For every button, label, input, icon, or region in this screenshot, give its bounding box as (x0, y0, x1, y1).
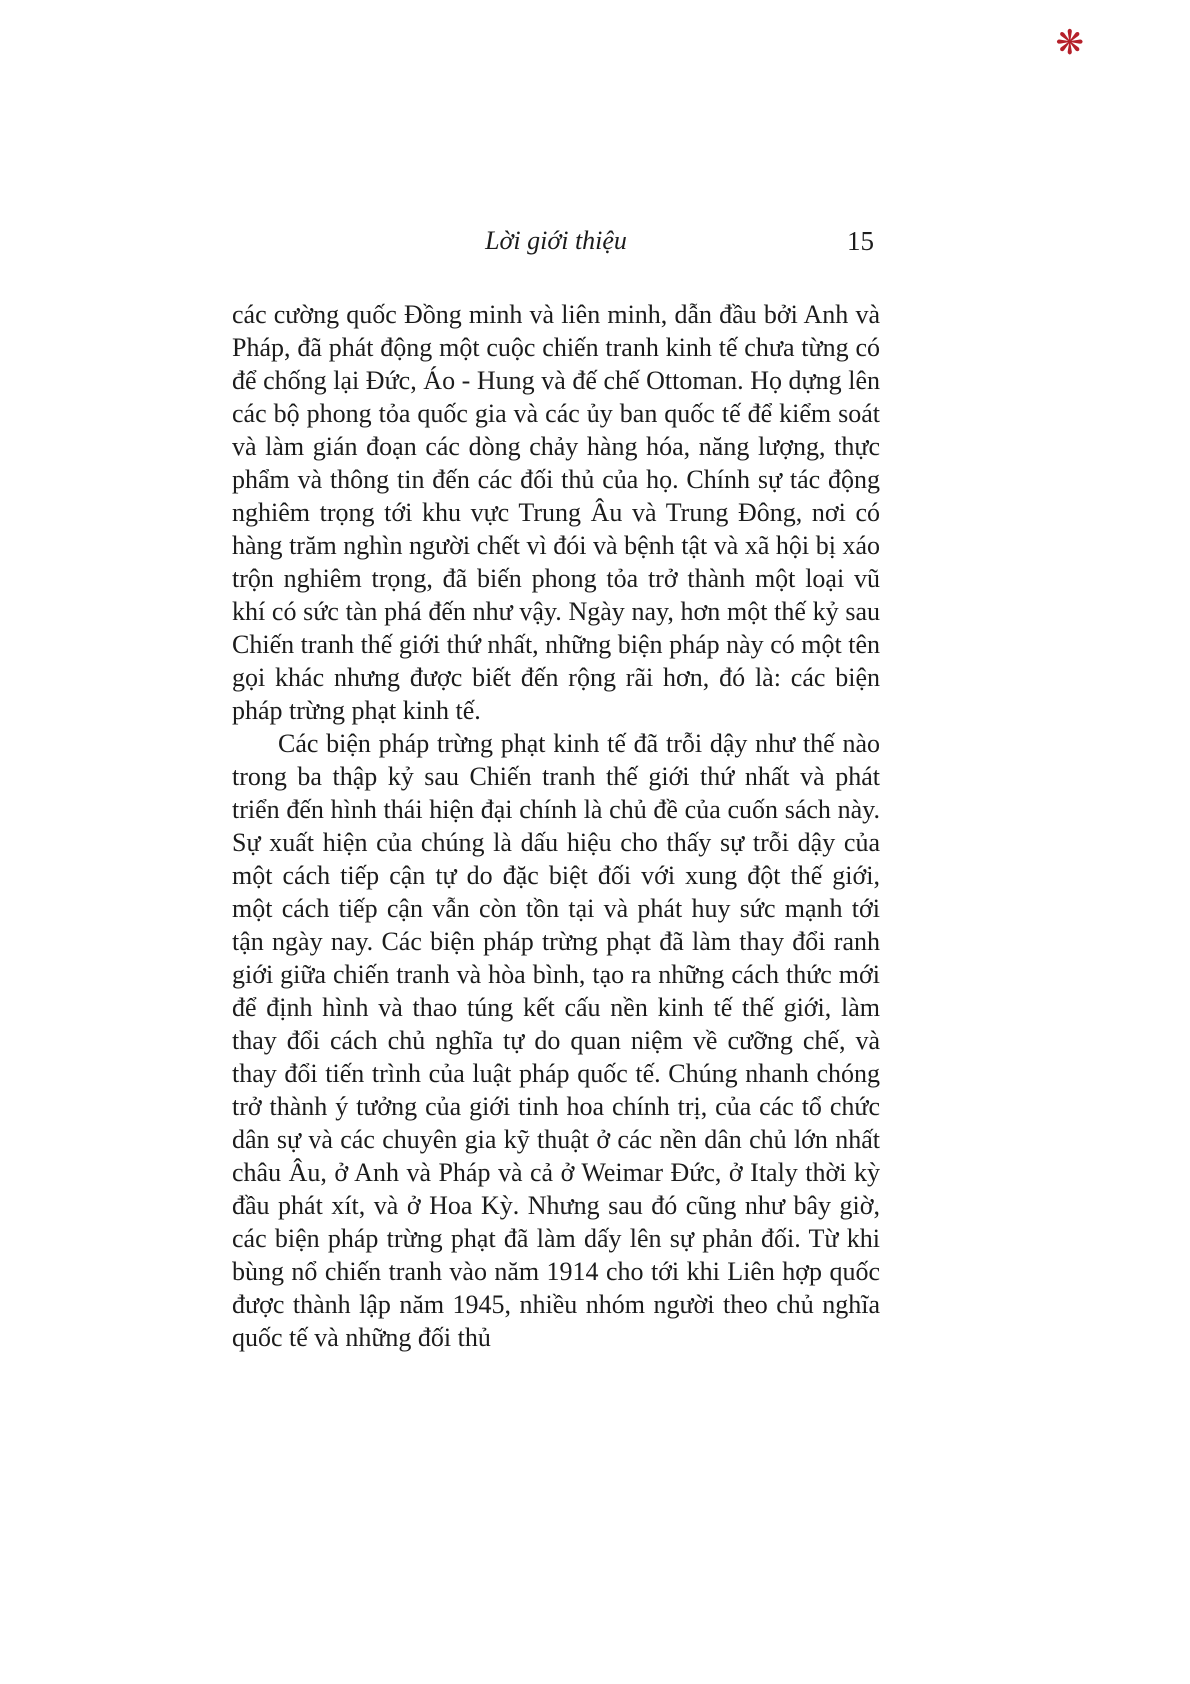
paragraph: Các biện pháp trừng phạt kinh tế đã trỗi dậy như thế nào trong ba thập kỷ sau Chiến tranh thế giới thứ nhất và phát triển đến hình thái hiện đại chính là chủ đề của cuốn sách này. Sự xuất hiện của chúng là dấu hiệu cho thấy sự trỗi dậy của một cách tiếp cận tự do đặc biệt đối với xung đột thế giới, một cách tiếp cận vẫn còn tồn tại và phát huy sức mạnh tới tận ngày nay. Các biện pháp trừng phạt đã làm thay đổi ranh giới giữa chiến tranh và hòa bình, tạo ra những cách thức mới để định hình và thao túng kết cấu nền kinh tế thế giới, làm thay đổi cách chủ nghĩa tự do quan niệm về cưỡng chế, và thay đổi tiến trình của luật pháp quốc tế. Chúng nhanh chóng trở thành ý tưởng của giới tinh hoa chính trị, của các tổ chức dân sự và các chuyên gia kỹ thuật ở các nền dân chủ lớn nhất châu Âu, ở Anh và Pháp và cả ở Weimar Đức, ở Italy thời kỳ đầu phát xít, và ở Hoa Kỳ. Nhưng sau đó cũng như bây giờ, các biện pháp trừng phạt đã làm dấy lên sự phản đối. Từ khi bùng nổ chiến tranh vào năm 1914 cho tới khi Liên hợp quốc được thành lập năm 1945, nhiều nhóm người theo chủ nghĩa quốc tế và những đối thủ (232, 729, 880, 1352)
page-header (232, 226, 880, 266)
page-number: 15 (847, 226, 874, 256)
text-column (232, 226, 880, 1354)
running-header-title: Lời giới thiệu (485, 226, 627, 255)
page-body (232, 298, 880, 1354)
paragraph: các cường quốc Đồng minh và liên minh, dẫn đầu bởi Anh và Pháp, đã phát động một cuộc chiến tranh kinh tế chưa từng có để chống lại Đức, Áo - Hung và đế chế Ottoman. Họ dựng lên các bộ phong tỏa quốc gia và các ủy ban quốc tế để kiểm soát và làm gián đoạn các dòng chảy hàng hóa, năng lượng, thực phẩm và thông tin đến các đối thủ của họ. Chính sự tác động nghiêm trọng tới khu vực Trung Âu và Trung Đông, nơi có hàng trăm nghìn người chết vì đói và bệnh tật và xã hội bị xáo trộn nghiêm trọng, đã biến phong tỏa trở thành một loại vũ khí có sức tàn phá đến như vậy. Ngày nay, hơn một thế kỷ sau Chiến tranh thế giới thứ nhất, những biện pháp này có một tên gọi khác nhưng được biết đến rộng rãi hơn, đó là: các biện pháp trừng phạt kinh tế. (232, 300, 880, 725)
flower-ornament-icon: ❋ (1055, 23, 1084, 63)
